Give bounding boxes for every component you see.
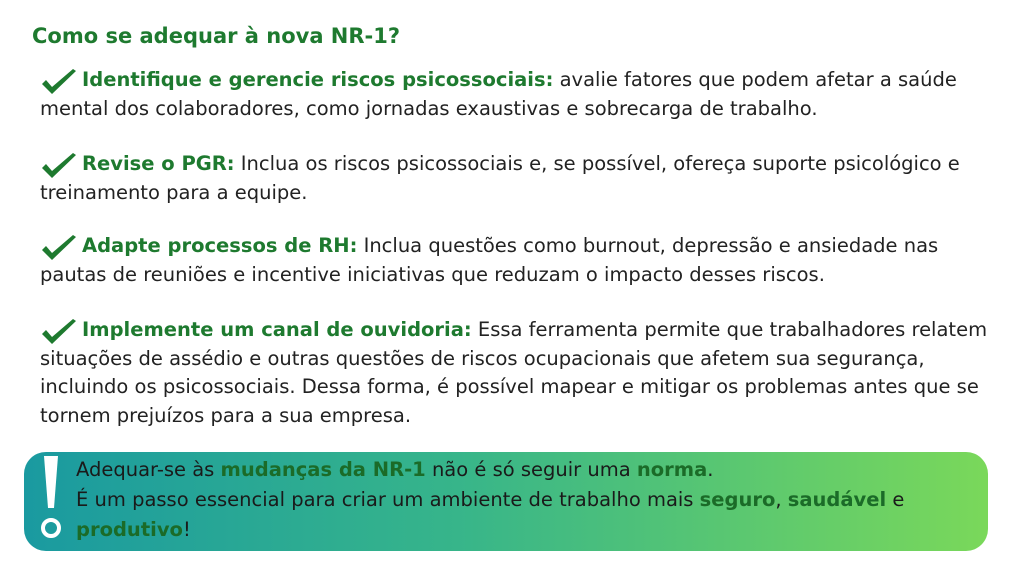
banner-line [76,515,976,545]
checkmark-icon [40,317,78,349]
item-heading: Adapte processos de RH: [82,234,358,257]
item-text: Inclua questões como burnout, depressão e ansiedade nas pautas de reuniões e incentive iniciativas que reduzam o impacto desses riscos. [40,234,939,286]
checkmark-icon [40,233,78,265]
banner-text [76,455,976,545]
banner-text-span: Adequar-se às [76,458,221,481]
checkmark-icon [40,67,78,99]
banner-text-span: ! [182,518,191,541]
banner-highlight: produtivo [76,518,183,541]
banner-highlight: seguro [699,488,776,511]
item-heading: Revise o PGR: [82,152,235,175]
item-heading: Implemente um canal de ouvidoria: [82,318,472,341]
page-title: Como se adequar à nova NR-1? [32,24,401,48]
banner-line [76,455,976,485]
banner-text-span: , [775,488,788,511]
checkmark-icon [40,151,78,183]
banner-highlight: mudanças da NR-1 [220,458,426,481]
list-item [40,150,1010,207]
item-text: Essa ferramenta permite que trabalhadores relatem situações de assédio e outras questões de riscos ocupacionais que afetem sua segurança, incluindo os psicossociais. Dessa forma, é possível mapear e mitigar os problemas antes que se tornem prejuízos para a sua empresa. [40,318,988,427]
banner-highlight: norma [636,458,708,481]
banner-line [76,485,976,515]
list-item [40,316,1010,430]
banner-text-span: não é só seguir uma [425,458,637,481]
list-item [40,232,1010,289]
exclamation-dot-icon [40,517,62,539]
exclamation-icon [43,456,59,508]
list-item [40,66,1010,123]
item-text: avalie fatores que podem afetar a saúde mental dos colaboradores, como jornadas exaustivas e sobrecarga de trabalho. [40,68,957,120]
item-heading: Identifique e gerencie riscos psicossociais: [82,68,554,91]
banner-text-span: . [707,458,714,481]
banner-highlight: saudável [787,488,887,511]
item-text: Inclua os riscos psicossociais e, se possível, ofereça suporte psicológico e treinamento para a equipe. [40,152,960,204]
banner-text-span: e [886,488,905,511]
banner-text-span: É um passo essencial para criar um ambiente de trabalho mais [76,488,700,511]
